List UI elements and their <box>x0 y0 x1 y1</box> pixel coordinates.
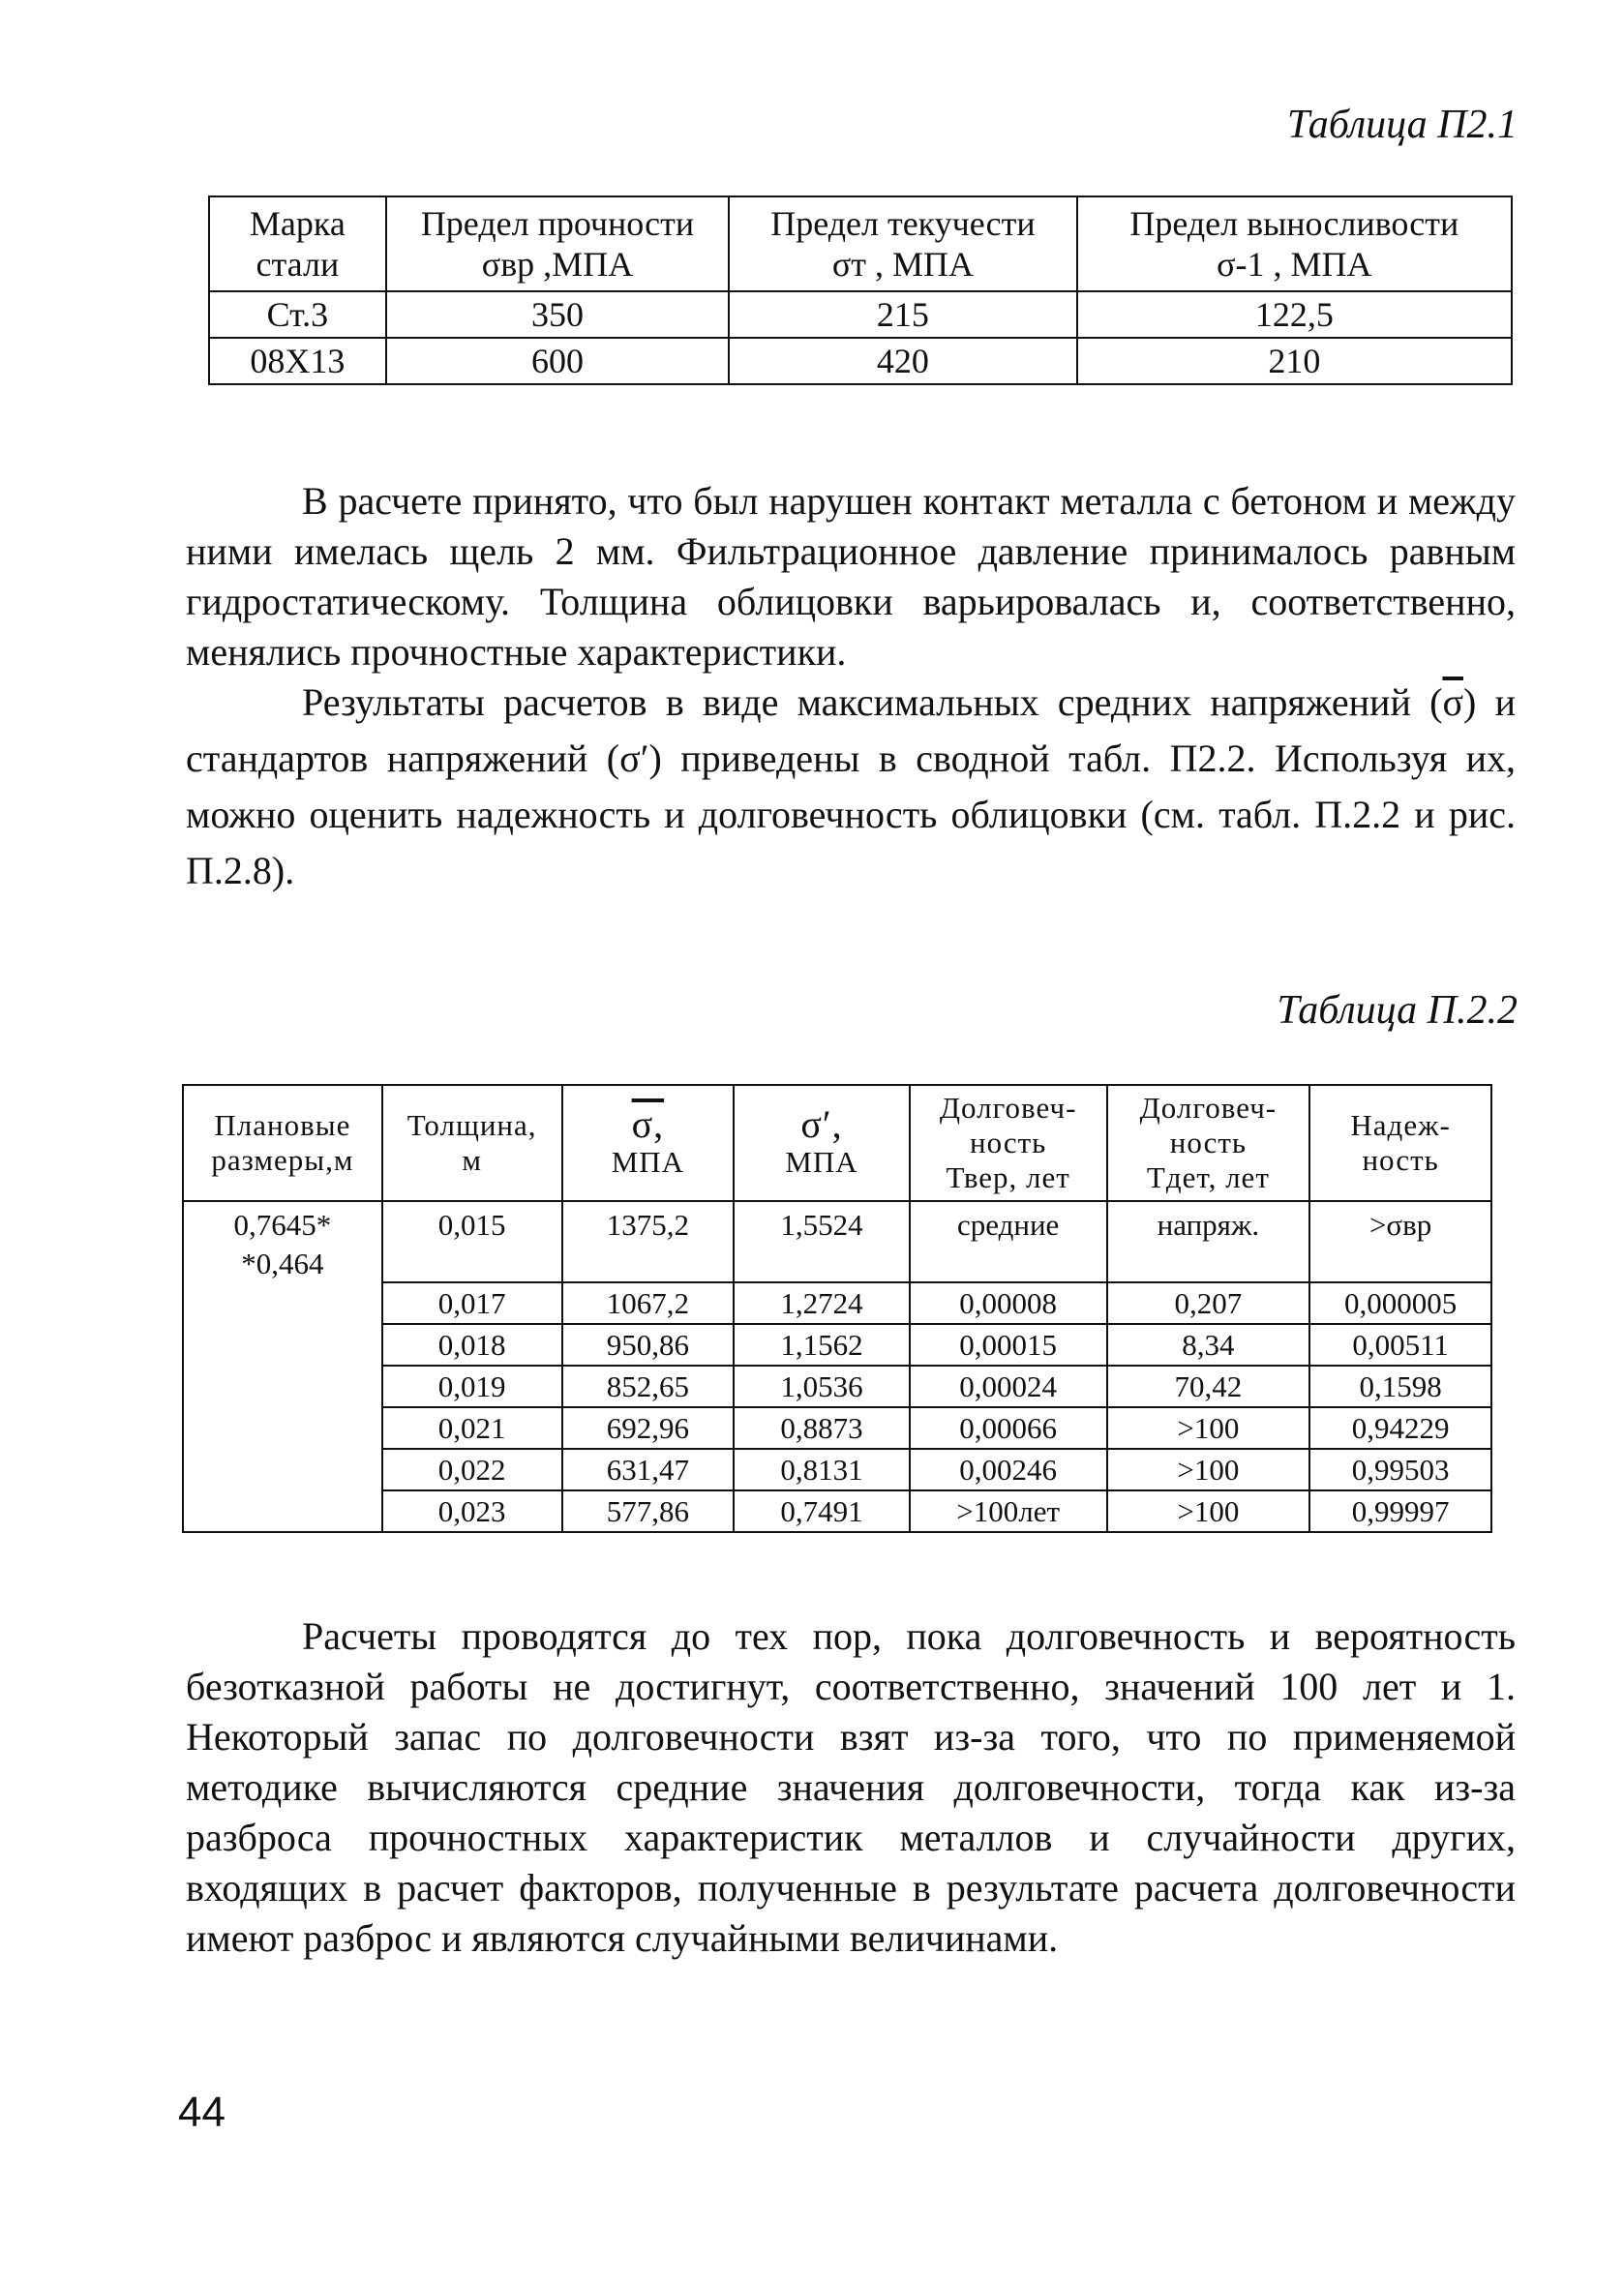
table-cell: 0,022 <box>382 1449 562 1490</box>
paragraph-calculation-assumptions: В расчете принято, что был нарушен контакт металла с бетоном и между ними имелась щель 2 мм. Фильтрационное давление принималось равным гидростатическому. Толщина облицовки варьировалась и, соответственно, менялись прочностные характеристики. <box>186 479 1516 674</box>
header-thickness: Толщина, м <box>382 1085 562 1201</box>
table-cell: 1,1562 <box>734 1324 910 1366</box>
paragraph-results: Результаты расчетов в виде максимальных средних напряжений $(\overline{\sigma})$ и стандартов напряжений (σ′) приведены в сводной табл. П2.2. Используя их, можно оценить надежность и долговечность облицовки (см. табл. П.2.2 и рис. П.2.8). <box>186 680 1517 892</box>
table-cell: 420 <box>729 338 1076 384</box>
table-header-row <box>209 196 1512 291</box>
table-row <box>183 1201 1491 1282</box>
table-cell: 122,5 <box>1077 291 1512 338</box>
table-cell: 0,00024 <box>910 1366 1107 1407</box>
header-reliability: Надеж- ность <box>1309 1085 1491 1201</box>
table-cell: 0,8131 <box>734 1449 910 1490</box>
table-cell: 852,65 <box>562 1366 735 1407</box>
header-steel-grade: Марка стали <box>209 196 386 291</box>
table-cell: 0,7491 <box>734 1490 910 1532</box>
table-cell: 0,1598 <box>1309 1366 1491 1407</box>
table-cell: 0,00066 <box>910 1407 1107 1449</box>
table-cell: 600 <box>386 338 729 384</box>
header-endurance-limit: Предел выносливости σ-1 , МПА <box>1077 196 1512 291</box>
header-durability-det: Долговеч- ность Тдет, лет <box>1107 1085 1310 1201</box>
table-cell: 631,47 <box>562 1449 735 1490</box>
table-cell: >100лет <box>910 1490 1107 1532</box>
table-cell: 8,34 <box>1107 1324 1310 1366</box>
header-durability-ver: Долговеч- ность Твер, лет <box>910 1085 1107 1201</box>
table-cell: 950,86 <box>562 1324 735 1366</box>
table-cell: 0,019 <box>382 1366 562 1407</box>
table-cell: 0,017 <box>382 1282 562 1324</box>
table-cell: 577,86 <box>562 1490 735 1532</box>
header-stress-std: σ′, МПА <box>734 1085 910 1201</box>
table-cell: 0,015 <box>382 1201 562 1282</box>
durability-table <box>182 1084 1492 1533</box>
page-number: 44 <box>178 2089 226 2136</box>
header-yield-strength: Предел текучести σт , МПА <box>729 196 1076 291</box>
table-cell: 692,96 <box>562 1407 735 1449</box>
table-cell: 350 <box>386 291 729 338</box>
table-cell: >100 <box>1107 1449 1310 1490</box>
table-cell: 1,0536 <box>734 1366 910 1407</box>
paragraph-conclusion: Расчеты проводятся до тех пор, пока долговечность и вероятность безотказной работы не достигнут, соответственно, значений 100 лет и 1. Некоторый запас по долговечности взят из-за того, что по применяемой методике вычисляются средние значения долговечности, тогда как из-за разброса прочностных характеристик металлов и случайности других, входящих в расчет факторов, полученные в результате расчета долговечности имеют разброс и являются случайными величинами. <box>186 1614 1516 1960</box>
sigma-std-symbol: σ′ <box>619 737 649 780</box>
table2-caption: Таблица П.2.2 <box>1277 988 1518 1033</box>
table-cell: Ст.3 <box>209 291 386 338</box>
plan-size-cell: 0,7645* *0,464 <box>183 1201 382 1532</box>
table-cell: напряж. <box>1107 1201 1310 1282</box>
table-cell: 0,023 <box>382 1490 562 1532</box>
table-cell: 215 <box>729 291 1076 338</box>
table-cell: 1,5524 <box>734 1201 910 1282</box>
table-cell: 0,021 <box>382 1407 562 1449</box>
steel-properties-table <box>208 196 1513 385</box>
header-plan-size: Плановые размеры,м <box>183 1085 382 1201</box>
sigma-mean-symbol: $\overline{\sigma}$ <box>1442 680 1464 724</box>
table-cell: 0,018 <box>382 1324 562 1366</box>
table-cell: 70,42 <box>1107 1366 1310 1407</box>
table-header-row <box>183 1085 1491 1201</box>
header-tensile-strength: Предел прочности σвр ,МПА <box>386 196 729 291</box>
table-cell: 1375,2 <box>562 1201 735 1282</box>
table-row <box>209 291 1512 338</box>
table-cell: 0,000005 <box>1309 1282 1491 1324</box>
table-cell: >σвр <box>1309 1201 1491 1282</box>
table-cell: 0,99997 <box>1309 1490 1491 1532</box>
header-mean-stress: σ, МПА <box>562 1085 735 1201</box>
table-cell: 0,00015 <box>910 1324 1107 1366</box>
table-cell: 1,2724 <box>734 1282 910 1324</box>
table-cell: 0,99503 <box>1309 1449 1491 1490</box>
table-cell: 0,207 <box>1107 1282 1310 1324</box>
table-cell: >100 <box>1107 1407 1310 1449</box>
table-cell: 0,94229 <box>1309 1407 1491 1449</box>
table-cell: 0,00008 <box>910 1282 1107 1324</box>
table-cell: 0,00511 <box>1309 1324 1491 1366</box>
table-row <box>209 338 1512 384</box>
table-cell: 0,00246 <box>910 1449 1107 1490</box>
table-cell: 0,8873 <box>734 1407 910 1449</box>
table-cell: средние <box>910 1201 1107 1282</box>
table-cell: 08Х13 <box>209 338 386 384</box>
table-cell: 1067,2 <box>562 1282 735 1324</box>
table-cell: 210 <box>1077 338 1512 384</box>
table-cell: >100 <box>1107 1490 1310 1532</box>
table1-caption: Таблица П2.1 <box>1286 103 1518 147</box>
